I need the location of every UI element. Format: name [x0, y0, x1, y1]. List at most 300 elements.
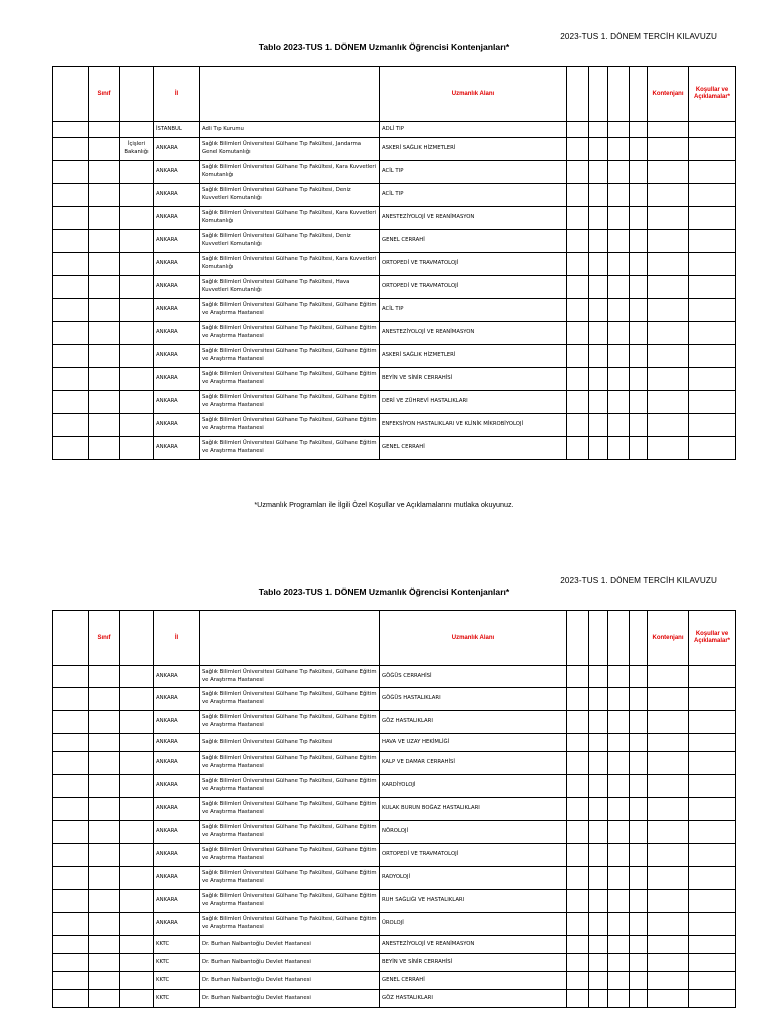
- table-title: Tablo 2023-TUS 1. DÖNEM Uzmanlık Öğrencisi Kontenjanları*: [258, 42, 510, 52]
- cell-empty: [589, 666, 608, 688]
- cell-sub-unit: [120, 844, 154, 867]
- table-row: [53, 276, 736, 299]
- table-row: [53, 414, 736, 437]
- empty-header: [53, 611, 89, 666]
- cell-empty: [53, 368, 89, 391]
- cell-uzmanlik-alani: ACİL TIP: [380, 184, 567, 207]
- cell-empty: [630, 345, 648, 368]
- cell-empty: [567, 688, 589, 711]
- cell-uzmanlik-alani: ANESTEZİYOLOJİ VE REANİMASYON: [380, 207, 567, 230]
- col-header-kontenjan: Kontenjanı: [648, 67, 689, 122]
- table-row: [53, 391, 736, 414]
- cell-uzmanlik-alani: KULAK BURUN BOĞAZ HASTALIKLARI: [380, 798, 567, 821]
- cell-empty: [589, 844, 608, 867]
- cell-empty: [53, 276, 89, 299]
- cell-empty: [589, 821, 608, 844]
- cell-sub-unit: [120, 867, 154, 890]
- cell-uzmanlik-alani: DERİ VE ZÜHREVİ HASTALIKLARI: [380, 391, 567, 414]
- cell-kontenjan: [648, 322, 689, 345]
- empty-header: [630, 67, 648, 122]
- cell-empty: [567, 276, 589, 299]
- cell-il: ANKARA: [154, 368, 200, 391]
- cell-empty: [567, 437, 589, 460]
- cell-kosullar: [689, 890, 736, 913]
- cell-kurum: Sağlık Bilimleri Üniversitesi Gülhane Tıp Fakültesi, Gülhane Eğitim ve Araştırma Hastanesi: [200, 666, 380, 688]
- cell-il: İSTANBUL: [154, 122, 200, 138]
- cell-empty: [53, 230, 89, 253]
- col-header-kosullar: Koşullar ve Açıklamalar*: [689, 611, 736, 666]
- cell-kurum: Sağlık Bilimleri Üniversitesi Gülhane Tıp Fakültesi, Kara Kuvvetleri Komutanlığı: [200, 253, 380, 276]
- cell-il: ANKARA: [154, 844, 200, 867]
- table-row: [53, 990, 736, 1008]
- cell-empty: [53, 207, 89, 230]
- table-row: [53, 666, 736, 688]
- footnote: *Uzmanlık Programları ile İlgili Özel Koşullar ve Açıklamalarını mutlaka okuyunuz.: [254, 500, 514, 509]
- cell-empty: [589, 890, 608, 913]
- cell-empty: [589, 990, 608, 1008]
- cell-empty: [608, 437, 630, 460]
- cell-sub-unit: [120, 299, 154, 322]
- cell-empty: [589, 299, 608, 322]
- cell-empty: [567, 230, 589, 253]
- cell-il: KKTC: [154, 990, 200, 1008]
- cell-empty: [567, 138, 589, 161]
- cell-empty: [589, 711, 608, 734]
- cell-empty: [89, 688, 120, 711]
- cell-empty: [589, 775, 608, 798]
- cell-kosullar: [689, 138, 736, 161]
- cell-empty: [567, 890, 589, 913]
- table-row: [53, 207, 736, 230]
- cell-empty: [89, 954, 120, 972]
- cell-empty: [589, 322, 608, 345]
- cell-empty: [567, 299, 589, 322]
- cell-empty: [608, 972, 630, 990]
- cell-uzmanlik-alani: GENEL CERRAHİ: [380, 972, 567, 990]
- table-row: [53, 972, 736, 990]
- cell-kurum: Dr. Burhan Nalbantoğlu Devlet Hastanesi: [200, 954, 380, 972]
- cell-empty: [53, 844, 89, 867]
- cell-empty: [630, 276, 648, 299]
- cell-sub-unit: [120, 752, 154, 775]
- cell-empty: [89, 414, 120, 437]
- cell-il: ANKARA: [154, 867, 200, 890]
- cell-empty: [589, 972, 608, 990]
- cell-empty: [630, 990, 648, 1008]
- cell-empty: [630, 138, 648, 161]
- cell-sub-unit: [120, 775, 154, 798]
- cell-kontenjan: [648, 666, 689, 688]
- cell-uzmanlik-alani: ANESTEZİYOLOJİ VE REANİMASYON: [380, 322, 567, 345]
- cell-uzmanlik-alani: GÖZ HASTALIKLARI: [380, 990, 567, 1008]
- cell-empty: [567, 954, 589, 972]
- cell-il: ANKARA: [154, 798, 200, 821]
- cell-uzmanlik-alani: ÜROLOJİ: [380, 913, 567, 936]
- cell-kontenjan: [648, 207, 689, 230]
- cell-empty: [53, 752, 89, 775]
- cell-il: ANKARA: [154, 345, 200, 368]
- cell-empty: [53, 161, 89, 184]
- cell-empty: [608, 138, 630, 161]
- cell-empty: [567, 936, 589, 954]
- cell-kontenjan: [648, 414, 689, 437]
- cell-uzmanlik-alani: RUH SAĞLIĞI VE HASTALIKLARI: [380, 890, 567, 913]
- table-row: [53, 161, 736, 184]
- table-row: [53, 913, 736, 936]
- table-row: [53, 954, 736, 972]
- cell-il: ANKARA: [154, 775, 200, 798]
- cell-empty: [89, 711, 120, 734]
- cell-kosullar: [689, 936, 736, 954]
- cell-il: ANKARA: [154, 391, 200, 414]
- col-header-il: İl: [154, 67, 200, 122]
- cell-sub-unit: [120, 936, 154, 954]
- cell-empty: [53, 666, 89, 688]
- cell-empty: [630, 322, 648, 345]
- cell-kurum: Sağlık Bilimleri Üniversitesi Gülhane Tıp Fakültesi, Gülhane Eğitim ve Araştırma Hastanesi: [200, 775, 380, 798]
- cell-empty: [608, 867, 630, 890]
- table-row: [53, 821, 736, 844]
- cell-empty: [89, 734, 120, 752]
- cell-kontenjan: [648, 299, 689, 322]
- cell-empty: [89, 184, 120, 207]
- cell-kurum: Sağlık Bilimleri Üniversitesi Gülhane Tıp Fakültesi, Gülhane Eğitim ve Araştırma Hastanesi: [200, 368, 380, 391]
- cell-empty: [567, 867, 589, 890]
- cell-kontenjan: [648, 936, 689, 954]
- cell-kurum: Sağlık Bilimleri Üniversitesi Gülhane Tıp Fakültesi, Gülhane Eğitim ve Araştırma Hastanesi: [200, 798, 380, 821]
- table-row: [53, 844, 736, 867]
- cell-empty: [589, 161, 608, 184]
- cell-sub-unit: [120, 184, 154, 207]
- col-header-sinif: Sınıf: [89, 67, 120, 122]
- cell-kurum: Dr. Burhan Nalbantoğlu Devlet Hastanesi: [200, 936, 380, 954]
- cell-empty: [53, 437, 89, 460]
- col-header-uzmanlik: Uzmanlık Alanı: [380, 67, 567, 122]
- cell-empty: [630, 122, 648, 138]
- cell-empty: [53, 972, 89, 990]
- cell-empty: [630, 253, 648, 276]
- cell-uzmanlik-alani: GÖĞÜS HASTALIKLARI: [380, 688, 567, 711]
- empty-header: [589, 67, 608, 122]
- cell-kosullar: [689, 414, 736, 437]
- cell-empty: [89, 844, 120, 867]
- cell-empty: [608, 775, 630, 798]
- cell-kurum: Sağlık Bilimleri Üniversitesi Gülhane Tıp Fakültesi, Gülhane Eğitim ve Araştırma Hastanesi: [200, 711, 380, 734]
- cell-il: KKTC: [154, 972, 200, 990]
- cell-empty: [53, 936, 89, 954]
- cell-empty: [567, 775, 589, 798]
- cell-kontenjan: [648, 688, 689, 711]
- cell-kontenjan: [648, 122, 689, 138]
- cell-kosullar: [689, 666, 736, 688]
- cell-empty: [589, 954, 608, 972]
- cell-uzmanlik-alani: GENEL CERRAHİ: [380, 230, 567, 253]
- cell-il: ANKARA: [154, 230, 200, 253]
- cell-il: ANKARA: [154, 207, 200, 230]
- cell-kosullar: [689, 253, 736, 276]
- cell-sub-unit: [120, 122, 154, 138]
- cell-empty: [608, 368, 630, 391]
- cell-kontenjan: [648, 161, 689, 184]
- cell-sub-unit: [120, 345, 154, 368]
- cell-empty: [567, 414, 589, 437]
- table-row: [53, 734, 736, 752]
- cell-sub-unit: [120, 253, 154, 276]
- cell-empty: [567, 184, 589, 207]
- cell-empty: [589, 414, 608, 437]
- cell-empty: [630, 711, 648, 734]
- cell-empty: [630, 368, 648, 391]
- cell-il: ANKARA: [154, 322, 200, 345]
- cell-empty: [608, 990, 630, 1008]
- cell-empty: [53, 299, 89, 322]
- cell-empty: [53, 775, 89, 798]
- cell-empty: [89, 368, 120, 391]
- cell-empty: [89, 253, 120, 276]
- cell-sub-unit: İçişleri Bakanlığı: [120, 138, 154, 161]
- cell-il: ANKARA: [154, 437, 200, 460]
- col-header-kosullar: Koşullar ve Açıklamalar*: [689, 67, 736, 122]
- cell-uzmanlik-alani: ASKERİ SAĞLIK HİZMETLERİ: [380, 345, 567, 368]
- cell-kontenjan: [648, 990, 689, 1008]
- cell-empty: [89, 138, 120, 161]
- cell-empty: [53, 890, 89, 913]
- table-row: [53, 299, 736, 322]
- cell-kurum: Sağlık Bilimleri Üniversitesi Gülhane Tıp Fakültesi, Gülhane Eğitim ve Araştırma Hastanesi: [200, 391, 380, 414]
- cell-il: ANKARA: [154, 913, 200, 936]
- cell-empty: [89, 775, 120, 798]
- cell-empty: [589, 184, 608, 207]
- cell-kontenjan: [648, 391, 689, 414]
- cell-kontenjan: [648, 844, 689, 867]
- table-row: [53, 368, 736, 391]
- cell-kurum: Sağlık Bilimleri Üniversitesi Gülhane Tıp Fakültesi, Gülhane Eğitim ve Araştırma Hastanesi: [200, 821, 380, 844]
- cell-kontenjan: [648, 913, 689, 936]
- cell-kontenjan: [648, 821, 689, 844]
- table-row: [53, 775, 736, 798]
- cell-empty: [608, 253, 630, 276]
- cell-uzmanlik-alani: ADLİ TIP: [380, 122, 567, 138]
- cell-kontenjan: [648, 734, 689, 752]
- cell-empty: [53, 322, 89, 345]
- cell-empty: [89, 345, 120, 368]
- cell-empty: [589, 867, 608, 890]
- cell-il: ANKARA: [154, 138, 200, 161]
- cell-kontenjan: [648, 230, 689, 253]
- cell-empty: [589, 688, 608, 711]
- cell-empty: [53, 688, 89, 711]
- cell-kosullar: [689, 368, 736, 391]
- cell-kosullar: [689, 990, 736, 1008]
- cell-kontenjan: [648, 890, 689, 913]
- cell-uzmanlik-alani: HAVA VE UZAY HEKİMLİĞİ: [380, 734, 567, 752]
- cell-il: ANKARA: [154, 414, 200, 437]
- cell-il: ANKARA: [154, 734, 200, 752]
- cell-empty: [630, 867, 648, 890]
- cell-uzmanlik-alani: ACİL TIP: [380, 299, 567, 322]
- cell-empty: [89, 821, 120, 844]
- cell-kosullar: [689, 322, 736, 345]
- cell-empty: [567, 711, 589, 734]
- cell-empty: [608, 798, 630, 821]
- cell-empty: [608, 391, 630, 414]
- cell-empty: [630, 161, 648, 184]
- cell-empty: [567, 122, 589, 138]
- cell-kosullar: [689, 798, 736, 821]
- cell-sub-unit: [120, 368, 154, 391]
- cell-kurum: Sağlık Bilimleri Üniversitesi Gülhane Tıp Fakültesi, Gülhane Eğitim ve Araştırma Hastanesi: [200, 890, 380, 913]
- cell-kontenjan: [648, 368, 689, 391]
- cell-empty: [608, 414, 630, 437]
- cell-empty: [53, 122, 89, 138]
- cell-kontenjan: [648, 437, 689, 460]
- cell-sub-unit: [120, 666, 154, 688]
- cell-il: ANKARA: [154, 299, 200, 322]
- cell-empty: [53, 821, 89, 844]
- cell-kurum: Sağlık Bilimleri Üniversitesi Gülhane Tıp Fakültesi: [200, 734, 380, 752]
- cell-empty: [589, 253, 608, 276]
- cell-kosullar: [689, 972, 736, 990]
- cell-il: ANKARA: [154, 688, 200, 711]
- cell-kontenjan: [648, 253, 689, 276]
- cell-empty: [89, 437, 120, 460]
- col-header-il: İl: [154, 611, 200, 666]
- cell-empty: [53, 414, 89, 437]
- cell-empty: [53, 138, 89, 161]
- cell-kosullar: [689, 734, 736, 752]
- empty-header: [120, 67, 154, 122]
- cell-sub-unit: [120, 437, 154, 460]
- cell-kontenjan: [648, 954, 689, 972]
- cell-kurum: Sağlık Bilimleri Üniversitesi Gülhane Tıp Fakültesi, Deniz Kuvvetleri Komutanlığı: [200, 230, 380, 253]
- cell-kurum: Sağlık Bilimleri Üniversitesi Gülhane Tıp Fakültesi, Gülhane Eğitim ve Araştırma Hastanesi: [200, 322, 380, 345]
- empty-header: [630, 611, 648, 666]
- cell-empty: [589, 437, 608, 460]
- cell-empty: [567, 798, 589, 821]
- cell-kurum: Sağlık Bilimleri Üniversitesi Gülhane Tıp Fakültesi, Gülhane Eğitim ve Araştırma Hastanesi: [200, 913, 380, 936]
- table-row: [53, 138, 736, 161]
- cell-sub-unit: [120, 391, 154, 414]
- cell-kontenjan: [648, 972, 689, 990]
- cell-empty: [630, 798, 648, 821]
- cell-sub-unit: [120, 890, 154, 913]
- table-row: [53, 184, 736, 207]
- cell-kontenjan: [648, 798, 689, 821]
- cell-kurum: Sağlık Bilimleri Üniversitesi Gülhane Tıp Fakültesi, Gülhane Eğitim ve Araştırma Hastanesi: [200, 752, 380, 775]
- cell-uzmanlik-alani: ORTOPEDİ VE TRAVMATOLOJİ: [380, 276, 567, 299]
- cell-uzmanlik-alani: BEYİN VE SİNİR CERRAHİSİ: [380, 954, 567, 972]
- cell-kosullar: [689, 437, 736, 460]
- empty-header: [120, 611, 154, 666]
- cell-empty: [608, 913, 630, 936]
- cell-kosullar: [689, 299, 736, 322]
- quota-table: [52, 66, 736, 460]
- cell-il: ANKARA: [154, 752, 200, 775]
- cell-kurum: Sağlık Bilimleri Üniversitesi Gülhane Tıp Fakültesi, Gülhane Eğitim ve Araştırma Hastanesi: [200, 844, 380, 867]
- table-row: [53, 711, 736, 734]
- cell-kontenjan: [648, 345, 689, 368]
- cell-empty: [567, 207, 589, 230]
- cell-empty: [630, 184, 648, 207]
- cell-empty: [589, 207, 608, 230]
- col-header-uzmanlik: Uzmanlık Alanı: [380, 611, 567, 666]
- cell-uzmanlik-alani: ACİL TIP: [380, 161, 567, 184]
- cell-kurum: Sağlık Bilimleri Üniversitesi Gülhane Tıp Fakültesi, Gülhane Eğitim ve Araştırma Hastanesi: [200, 437, 380, 460]
- cell-empty: [608, 299, 630, 322]
- cell-empty: [89, 322, 120, 345]
- cell-il: ANKARA: [154, 161, 200, 184]
- quota-table: [52, 610, 736, 1008]
- table-row: [53, 752, 736, 775]
- cell-kurum: Sağlık Bilimleri Üniversitesi Gülhane Tıp Fakültesi, Gülhane Eğitim ve Araştırma Hastanesi: [200, 299, 380, 322]
- cell-empty: [89, 798, 120, 821]
- cell-sub-unit: [120, 322, 154, 345]
- cell-kontenjan: [648, 775, 689, 798]
- cell-empty: [567, 345, 589, 368]
- cell-kosullar: [689, 752, 736, 775]
- cell-kurum: Sağlık Bilimleri Üniversitesi Gülhane Tıp Fakültesi, Gülhane Eğitim ve Araştırma Hastanesi: [200, 414, 380, 437]
- table-title: Tablo 2023-TUS 1. DÖNEM Uzmanlık Öğrencisi Kontenjanları*: [258, 587, 510, 597]
- cell-empty: [53, 734, 89, 752]
- cell-empty: [608, 322, 630, 345]
- cell-empty: [630, 391, 648, 414]
- cell-empty: [589, 391, 608, 414]
- cell-kontenjan: [648, 711, 689, 734]
- cell-empty: [630, 734, 648, 752]
- cell-kosullar: [689, 391, 736, 414]
- cell-empty: [608, 954, 630, 972]
- cell-il: KKTC: [154, 936, 200, 954]
- cell-kurum: Sağlık Bilimleri Üniversitesi Gülhane Tıp Fakültesi, Gülhane Eğitim ve Araştırma Hastanesi: [200, 688, 380, 711]
- cell-empty: [630, 437, 648, 460]
- empty-header: [608, 67, 630, 122]
- cell-kurum: Sağlık Bilimleri Üniversitesi Gülhane Tıp Fakültesi, Kara Kuvvetleri Komutanlığı: [200, 207, 380, 230]
- cell-kosullar: [689, 711, 736, 734]
- cell-empty: [608, 122, 630, 138]
- table-row: [53, 867, 736, 890]
- cell-uzmanlik-alani: ORTOPEDİ VE TRAVMATOLOJİ: [380, 253, 567, 276]
- cell-empty: [53, 798, 89, 821]
- cell-empty: [89, 890, 120, 913]
- cell-empty: [53, 711, 89, 734]
- cell-empty: [567, 253, 589, 276]
- cell-empty: [630, 752, 648, 775]
- cell-empty: [630, 913, 648, 936]
- cell-empty: [630, 207, 648, 230]
- cell-empty: [53, 184, 89, 207]
- table-row: [53, 322, 736, 345]
- cell-empty: [567, 322, 589, 345]
- cell-empty: [567, 391, 589, 414]
- cell-empty: [89, 990, 120, 1008]
- cell-empty: [630, 936, 648, 954]
- empty-header: [200, 67, 380, 122]
- cell-il: ANKARA: [154, 666, 200, 688]
- cell-empty: [89, 666, 120, 688]
- cell-uzmanlik-alani: GENEL CERRAHİ: [380, 437, 567, 460]
- cell-sub-unit: [120, 913, 154, 936]
- cell-empty: [589, 345, 608, 368]
- cell-sub-unit: [120, 711, 154, 734]
- cell-kosullar: [689, 688, 736, 711]
- cell-kurum: Sağlık Bilimleri Üniversitesi Gülhane Tıp Fakültesi, Gülhane Eğitim ve Araştırma Hastanesi: [200, 345, 380, 368]
- cell-empty: [630, 299, 648, 322]
- cell-il: ANKARA: [154, 821, 200, 844]
- cell-sub-unit: [120, 414, 154, 437]
- cell-empty: [89, 391, 120, 414]
- cell-kosullar: [689, 184, 736, 207]
- cell-kosullar: [689, 122, 736, 138]
